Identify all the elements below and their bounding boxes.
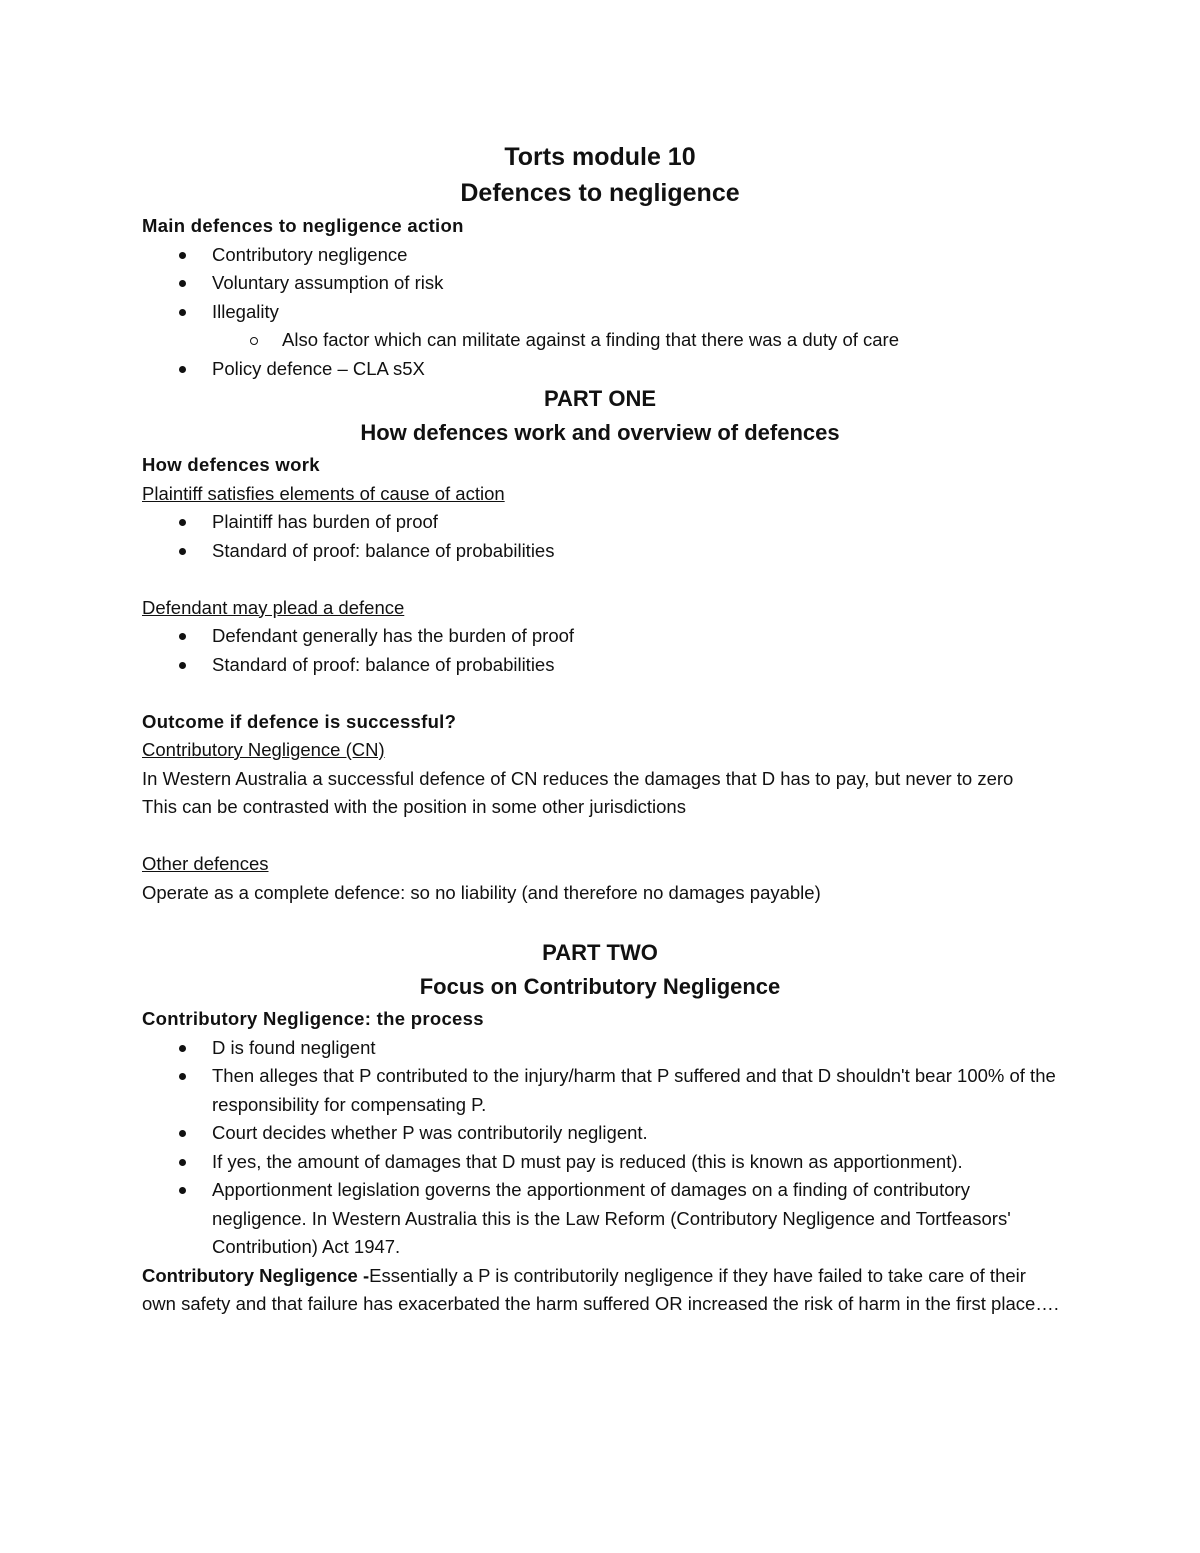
cn-process-list [142, 1034, 1062, 1262]
list-item [142, 1119, 1062, 1148]
bullet-icon [179, 1187, 186, 1194]
document-title: Torts module 10 [504, 143, 696, 171]
document-subtitle: Defences to negligence [460, 179, 740, 207]
list-item-text: Illegality [212, 300, 279, 322]
bullet-icon [179, 662, 186, 669]
list-item-text: Standard of proof: balance of probabilities [212, 539, 555, 561]
cn-contrast-paragraph: This can be contrasted with the position in some other jurisdictions [142, 796, 686, 817]
bullet-icon [179, 1045, 186, 1052]
part-two-subtitle: Focus on Contributory Negligence [419, 974, 781, 999]
plaintiff-subheading: Plaintiff satisfies elements of cause of action [142, 482, 505, 504]
main-defences-heading: Main defences to negligence action [142, 215, 464, 236]
other-defences-subheading: Other defences [142, 853, 269, 874]
list-item [142, 1148, 1062, 1177]
cn-subheading: Contributory Negligence (CN) [142, 739, 385, 760]
list-item [142, 269, 1062, 298]
part-one-subtitle: How defences work and overview of defences [360, 420, 840, 445]
cn-definition-label: Contributory Negligence - [142, 1264, 370, 1286]
list-item-text: Policy defence – CLA s5X [212, 357, 425, 379]
sub-list-item [142, 326, 1062, 355]
list-item-text: Voluntary assumption of risk [212, 272, 444, 293]
list-item-text: Apportionment legislation governs the apportionment of damages on a finding of contributory negligence. In Western Australia this is the Law Reform (Contributory Negligence and Tortfeasors' Contribution) Act 1947. [212, 1179, 1011, 1257]
bullet-icon [179, 519, 186, 526]
part-one-title: PART ONE [543, 386, 657, 411]
list-item [142, 241, 1062, 270]
list-item-text: D is found negligent [212, 1036, 376, 1058]
list-item [142, 508, 1062, 537]
spacer [142, 907, 1062, 937]
bullet-icon [179, 633, 186, 640]
other-defences-paragraph: Operate as a complete defence: so no liability (and therefore no damages payable) [142, 881, 821, 903]
list-item [142, 1176, 1062, 1262]
document-page [142, 140, 1062, 1319]
list-item [142, 355, 1062, 384]
cn-definition-paragraph [142, 1262, 1062, 1319]
how-defences-work-heading: How defences work [142, 454, 320, 475]
spacer [142, 679, 1062, 708]
main-defences-list [142, 241, 1062, 384]
list-item [142, 1034, 1062, 1063]
defendant-subheading: Defendant may plead a defence [142, 596, 405, 618]
spacer [142, 822, 1062, 851]
list-item-text: Standard of proof: balance of probabilities [212, 653, 555, 675]
bullet-icon [179, 1159, 186, 1166]
list-item-text: Plaintiff has burden of proof [212, 511, 438, 532]
bullet-icon [179, 309, 186, 316]
bullet-icon [179, 366, 186, 373]
list-item [142, 1062, 1062, 1119]
cn-definition-text: Essentially a P is contributorily negligence if they have failed to take care of their own safety and that failure has exacerbated the harm suffered OR increased the risk of harm in the first place…. [142, 1264, 1059, 1314]
plaintiff-list [142, 508, 1062, 565]
spacer [142, 565, 1062, 594]
hollow-bullet-icon [250, 337, 258, 345]
defendant-list [142, 622, 1062, 679]
outcome-heading: Outcome if defence is successful? [142, 710, 457, 732]
bullet-icon [179, 1130, 186, 1137]
bullet-icon [179, 548, 186, 555]
list-item-text: Court decides whether P was contributorily negligent. [212, 1122, 648, 1143]
list-item [142, 298, 1062, 327]
list-item [142, 651, 1062, 680]
part-two-title: PART TWO [542, 940, 658, 965]
bullet-icon [179, 252, 186, 259]
list-item-text: Defendant generally has the burden of proof [212, 625, 575, 646]
cn-process-heading: Contributory Negligence: the process [142, 1008, 484, 1029]
list-item [142, 622, 1062, 651]
bullet-icon [179, 280, 186, 287]
list-item-text: If yes, the amount of damages that D must pay is reduced (this is known as apportionment). [212, 1150, 963, 1172]
bullet-icon [179, 1073, 186, 1080]
list-item-text: Contributory negligence [212, 243, 408, 265]
list-item-text: Then alleges that P contributed to the injury/harm that P suffered and that D shouldn't bear 100% of the responsibility for compensating P. [212, 1065, 1056, 1115]
list-item-text: Also factor which can militate against a finding that there was a duty of care [282, 329, 899, 350]
cn-paragraph: In Western Australia a successful defence of CN reduces the damages that D has to pay, but never to zero [142, 767, 1014, 789]
list-item [142, 537, 1062, 566]
